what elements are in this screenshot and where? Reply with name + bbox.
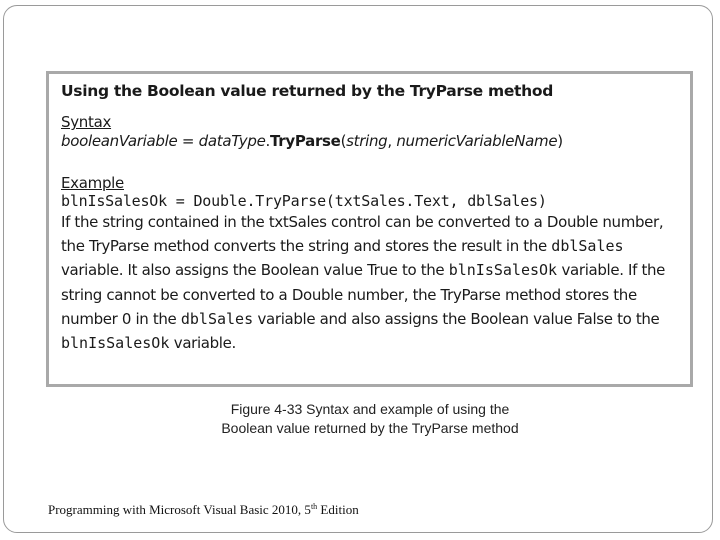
footer-edition: Edition	[317, 502, 359, 517]
syntax-line	[61, 132, 678, 150]
footer-text: Programming with Microsoft Visual Basic 2010, 5	[48, 502, 311, 517]
syntax-string-arg: string	[346, 132, 388, 150]
desc-code-blnissalesok-2: blnIsSalesOk	[61, 334, 170, 353]
caption-line-2: Boolean value returned by the TryParse method	[221, 420, 519, 436]
syntax-comma: ,	[387, 132, 397, 150]
syntax-data-type: dataType	[198, 132, 266, 150]
syntax-open-paren: (	[340, 132, 347, 150]
example-label: Example	[61, 174, 124, 192]
caption-line-1: Figure 4-33 Syntax and example of using the	[230, 401, 510, 417]
desc-text-3: variable. If the string cannot be converted to a Double number, the TryParse method stores the number 0 in the	[61, 261, 666, 328]
desc-text-5: variable.	[169, 334, 236, 353]
footer-sup: th	[310, 502, 318, 511]
desc-text-1: If the string contained in the txtSales control can be converted to a Double number, the TryParse method converts the string and stores the result in the	[61, 213, 664, 256]
desc-text-2: variable. It also assigns the Boolean value True to the	[61, 261, 449, 280]
syntax-numeric-arg: numericVariableName	[396, 132, 558, 150]
desc-code-blnissalesok-1: blnIsSalesOk	[448, 261, 558, 280]
figure-caption	[150, 400, 590, 438]
syntax-dot: .	[265, 132, 270, 150]
syntax-equals: =	[177, 132, 199, 150]
example-code: blnIsSalesOk = Double.TryParse(txtSales.Text, dblSales)	[61, 192, 547, 210]
desc-code-dblsales-2: dblSales	[180, 309, 254, 328]
figure-heading: Using the Boolean value returned by the TryParse method	[61, 82, 554, 100]
desc-text-4: variable and also assigns the Boolean value False to the	[253, 309, 660, 328]
syntax-close-paren: )	[557, 132, 563, 150]
syntax-method: TryParse	[269, 132, 341, 150]
syntax-boolean-variable: booleanVariable	[61, 132, 178, 150]
figure-box	[46, 71, 693, 387]
desc-code-dblsales-1: dblSales	[551, 237, 624, 256]
syntax-label: Syntax	[61, 113, 112, 131]
example-description	[61, 210, 678, 355]
footer	[48, 502, 359, 518]
